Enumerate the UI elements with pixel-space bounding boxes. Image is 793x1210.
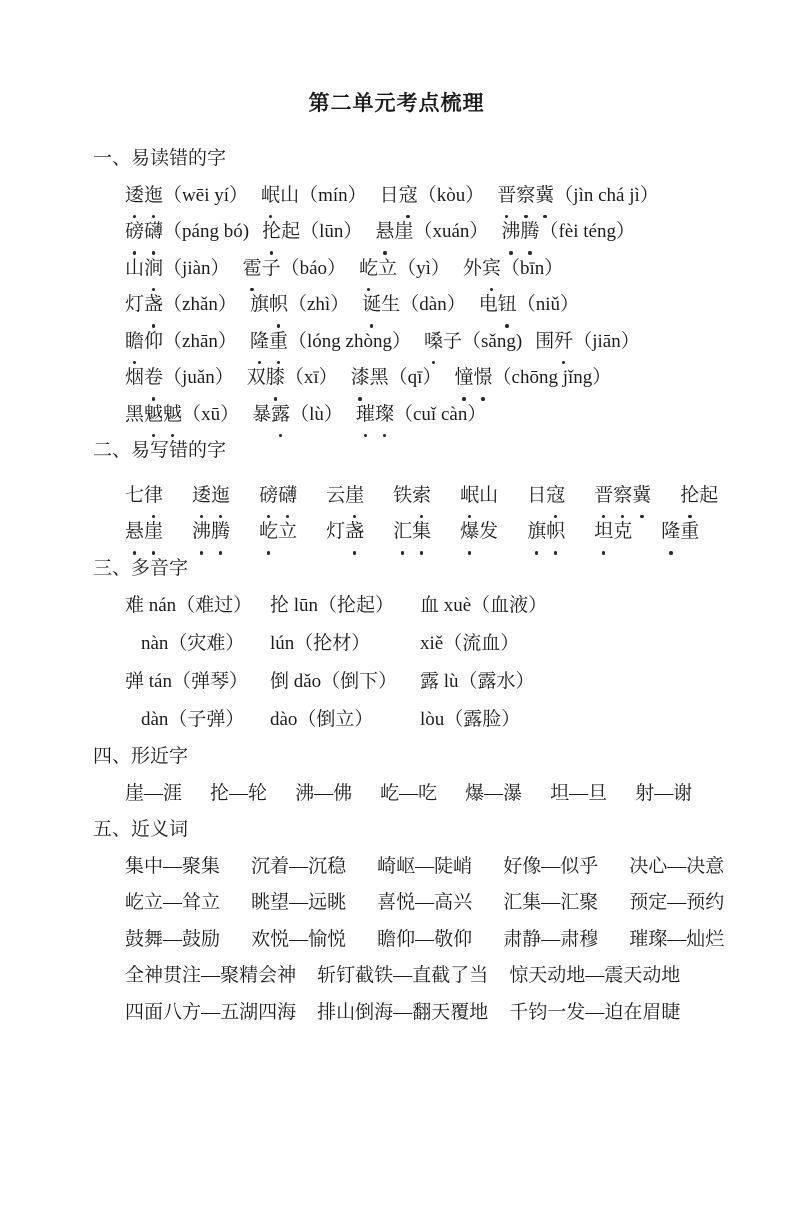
emphasized-char: 魆 [144, 397, 163, 434]
emphasized-char: 崖 [144, 514, 163, 551]
emphasized-char: 逶 [192, 478, 211, 515]
emphasized-char: 旗 [527, 514, 546, 551]
word-line [125, 958, 753, 995]
pinyin-item: 难 nán（难过） [125, 595, 253, 616]
word-item: 沸腾（fèi téng） [501, 214, 635, 251]
word-item: 灯盏（zhǎn） [125, 287, 237, 324]
emphasized-char: 察 [613, 478, 632, 515]
emphasized-char: 诞 [362, 287, 381, 324]
emphasized-char: 腾 [211, 514, 230, 551]
word-item: 七律 [125, 478, 163, 515]
pinyin-item: 抡 lūn（抡起） [270, 595, 395, 616]
word-item: 岷山（mín） [261, 178, 367, 215]
word-item: 抡起（lūn） [262, 214, 362, 251]
word-line [125, 776, 753, 813]
word-line [125, 214, 753, 251]
emphasized-char: 礴 [144, 214, 163, 251]
emphasized-char: 礴 [278, 478, 297, 515]
word-item: 眺望—远眺 [251, 892, 347, 913]
pinyin-item: 弹 tán（弹琴） [125, 671, 248, 692]
word-item: 惊天动地—震天动地 [509, 965, 681, 986]
document-content [93, 141, 753, 1031]
emphasized-char: 魆 [163, 397, 182, 434]
pinyin-item: 露 lù（露水） [420, 671, 535, 692]
word-item [527, 514, 565, 551]
word-item: 云崖 [326, 478, 364, 515]
emphasized-char: 屹 [259, 514, 278, 551]
pinyin-item: dào（倒立） [270, 709, 374, 730]
emphasized-char: 膝 [266, 360, 285, 397]
emphasized-char: 宾 [482, 251, 501, 288]
pinyin-item: lún（抡材） [270, 633, 371, 654]
word-item: 决心—决意 [629, 855, 725, 877]
word-item: 沉着—沉稳 [251, 855, 347, 877]
section-heading: 五、近义词 [93, 819, 189, 840]
emphasized-char: 晋 [594, 478, 613, 515]
emphasized-char: 爆 [460, 514, 479, 551]
emphasized-char: 寇 [546, 478, 565, 515]
word-item: 电钮（niǔ） [479, 287, 579, 324]
pinyin-row [125, 587, 753, 625]
emphasized-char: 盏 [345, 514, 364, 551]
word-item: 屹立 [259, 514, 297, 551]
word-item: 雹子（báo） [243, 251, 347, 288]
word-item: 爆发 [460, 514, 498, 551]
word-item: 外宾（bīn） [463, 251, 563, 288]
word-line [125, 287, 753, 324]
emphasized-char: 索 [412, 478, 431, 515]
emphasized-char: 晋 [497, 178, 516, 215]
pinyin-row [125, 663, 753, 701]
section-body [125, 776, 753, 813]
emphasized-char: 歼 [554, 324, 573, 361]
emphasized-char: 抡 [680, 478, 699, 515]
word-item: 晋察冀（jìn chá jì） [497, 178, 659, 215]
pinyin-item: 倒 dǎo（倒下） [270, 671, 398, 692]
section-body [125, 178, 753, 434]
word-item: 嗓子（sǎng) [424, 324, 522, 361]
word-item: 诞生（dàn） [362, 287, 466, 324]
emphasized-char: 察 [516, 178, 535, 215]
emphasized-char: 隆 [250, 324, 269, 361]
word-item: 日寇 [527, 478, 565, 515]
word-item: 屹立（yì） [359, 251, 450, 288]
word-item: 千钧一发—迫在眉睫 [509, 1001, 681, 1023]
emphasized-char: 嗓 [424, 324, 443, 361]
word-item: 铁索 [393, 478, 431, 515]
word-item: 屹立—耸立 [125, 892, 221, 913]
word-item: 集中—聚集 [125, 855, 221, 877]
emphasized-char: 隆 [661, 514, 680, 551]
emphasized-char: 瞻 [125, 324, 144, 361]
word-item: 鼓舞—鼓励 [125, 928, 221, 950]
word-item: 憧憬（chōng jǐng） [454, 360, 611, 397]
emphasized-char: 雹 [243, 251, 262, 288]
word-item: 璀璨—灿烂 [629, 928, 725, 950]
emphasized-char: 迤 [144, 178, 163, 215]
word-item: 射—谢 [635, 782, 693, 804]
word-item: 斩钉截铁—直截了当 [317, 965, 489, 986]
emphasized-char: 钮 [498, 287, 517, 324]
pinyin-item: 血 xuè（血液） [420, 595, 548, 616]
word-item: 磅礴（páng bó) [125, 214, 249, 251]
word-item [192, 478, 230, 515]
pinyin-item: nàn（灾难） [141, 633, 245, 654]
word-item: 灯盏 [326, 514, 364, 551]
word-item: 排山倒海—翻天覆地 [317, 1001, 489, 1023]
section-heading: 三、多音字 [93, 557, 189, 579]
word-item: 隆重（lóng zhòng） [250, 324, 411, 361]
word-line [125, 178, 753, 215]
word-item: 屹—吃 [380, 782, 438, 804]
word-item: 璀璨（cuǐ càn） [356, 397, 486, 434]
word-line [125, 478, 753, 515]
emphasized-char: 汇 [393, 514, 412, 551]
emphasized-char: 律 [144, 478, 163, 515]
word-item: 双膝（xī） [247, 360, 338, 397]
word-item: 旗帜（zhì） [250, 287, 349, 324]
word-item: 好像—似乎 [503, 855, 599, 877]
word-item: 隆重 [661, 514, 699, 551]
emphasized-char: 岷 [460, 478, 479, 515]
word-item: 全神贯注—聚精会神 [125, 965, 297, 986]
emphasized-char: 沸 [501, 214, 520, 251]
emphasized-char: 沸 [192, 514, 211, 551]
emphasized-char: 憬 [473, 360, 492, 397]
word-item [594, 478, 651, 515]
emphasized-char: 卷 [144, 360, 163, 397]
word-item: 烟卷（juǎn） [125, 360, 234, 397]
emphasized-char: 岷 [261, 178, 280, 215]
emphasized-char: 涧 [144, 251, 163, 288]
emphasized-char: 盏 [144, 287, 163, 324]
emphasized-char: 璀 [356, 397, 375, 434]
section-body [125, 587, 753, 739]
word-item: 黑魆魆（xū） [125, 397, 239, 434]
emphasized-char: 帜 [269, 287, 288, 324]
sections-container [93, 141, 753, 1031]
emphasized-char: 抡 [262, 214, 281, 251]
emphasized-char: 冀 [632, 478, 651, 515]
emphasized-char: 帜 [546, 514, 565, 551]
emphasized-char: 坦 [594, 514, 613, 551]
word-item: 爆—瀑 [465, 782, 523, 804]
word-line [125, 995, 753, 1032]
section-body [125, 478, 753, 551]
emphasized-char: 集 [412, 514, 431, 551]
word-line [125, 514, 753, 551]
word-line [125, 324, 753, 361]
section-body [125, 849, 753, 1032]
word-item [192, 514, 230, 551]
page-title: 第二单元考点梳理 [308, 91, 485, 115]
word-item: 喜悦—高兴 [377, 892, 473, 913]
emphasized-char: 重 [269, 324, 288, 361]
word-item: 抡起 [680, 478, 718, 515]
word-item: 暴露（lù） [252, 397, 343, 434]
emphasized-char: 腾 [520, 214, 539, 251]
word-item: 围歼（jiān） [535, 324, 640, 361]
pinyin-item: lòu（露脸） [420, 709, 521, 730]
section-heading: 一、易读错的字 [93, 148, 227, 169]
emphasized-char: 逶 [125, 178, 144, 215]
emphasized-char: 崖 [345, 478, 364, 515]
emphasized-char: 冀 [535, 178, 554, 215]
emphasized-char: 屹 [359, 251, 378, 288]
word-item [125, 514, 163, 551]
word-item: 四面八方—五湖四海 [125, 1001, 297, 1023]
emphasized-char: 憧 [454, 360, 473, 397]
word-item: 沸—佛 [295, 782, 353, 804]
pinyin-row [141, 701, 753, 739]
word-line [125, 397, 753, 434]
word-item: 岷山 [460, 478, 498, 515]
word-line [125, 251, 753, 288]
word-item: 欢悦—愉悦 [251, 928, 347, 950]
emphasized-char: 磅 [259, 478, 278, 515]
emphasized-char: 璨 [375, 397, 394, 434]
word-item: 坦—旦 [550, 782, 608, 804]
word-item: 抡—轮 [210, 782, 268, 804]
word-item: 崎岖—陡峭 [377, 855, 473, 877]
word-item: 肃静—肃穆 [503, 928, 599, 950]
emphasized-char: 露 [271, 397, 290, 434]
section-heading: 四、形近字 [93, 746, 189, 767]
word-line [125, 885, 753, 922]
word-item: 逶迤（wēi yí） [125, 178, 248, 215]
word-item: 瞻仰—敬仰 [377, 928, 473, 950]
word-item [393, 514, 431, 551]
pinyin-item: xiě（流血） [420, 633, 520, 654]
word-line [125, 360, 753, 397]
word-item: 瞻仰（zhān） [125, 324, 237, 361]
pinyin-row [141, 625, 753, 663]
word-line [125, 849, 753, 886]
pinyin-item: dàn（子弹） [141, 709, 245, 730]
emphasized-char: 悬 [375, 214, 394, 251]
word-item: 坦克 [594, 514, 632, 551]
emphasized-char: 迤 [211, 478, 230, 515]
word-item: 预定—预约 [629, 892, 725, 913]
word-item: 漆黑（qī） [351, 360, 442, 397]
emphasized-char: 寇 [399, 178, 418, 215]
word-item: 山涧（jiàn） [125, 251, 230, 288]
word-item: 日寇（kòu） [380, 178, 485, 215]
document-page [0, 88, 793, 1210]
word-item [259, 478, 297, 515]
word-item: 崖—涯 [125, 782, 183, 804]
word-item: 悬崖（xuán） [375, 214, 488, 251]
word-line [125, 922, 753, 959]
emphasized-char: 悬 [125, 514, 144, 551]
word-item: 汇集—汇聚 [503, 892, 599, 913]
emphasized-char: 磅 [125, 214, 144, 251]
emphasized-char: 漆 [351, 360, 370, 397]
section-heading: 二、易写错的字 [93, 440, 227, 461]
